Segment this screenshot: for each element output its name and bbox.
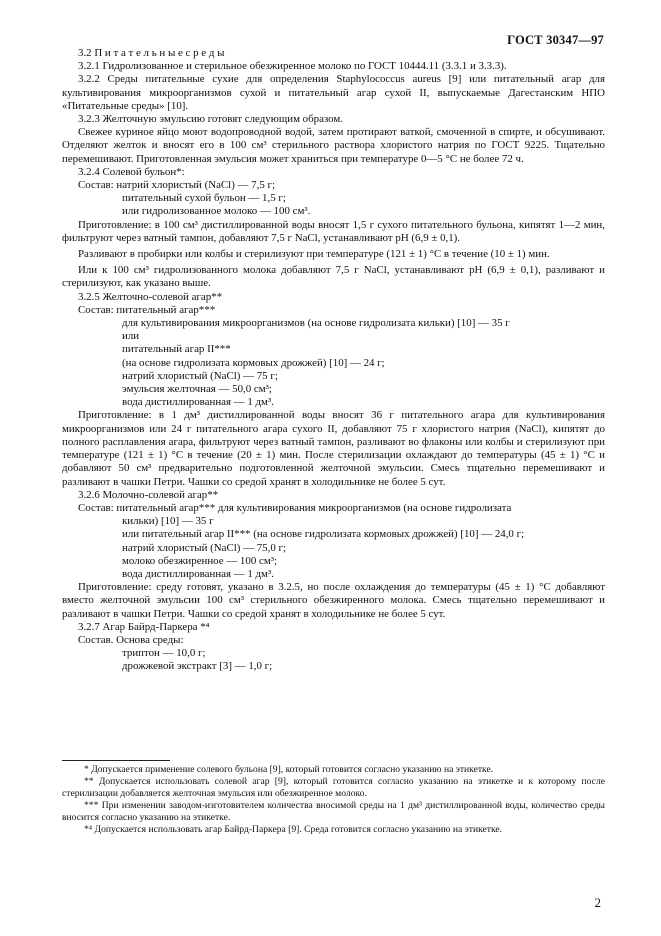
text-line: натрий хлористый (NaCl) — 75 г;: [122, 369, 278, 382]
page-number: 2: [594, 895, 601, 910]
text-line: 3.2.6 Молочно-солевой агар**: [78, 488, 219, 501]
text-line: натрий хлористый (NaCl) — 75,0 г;: [122, 541, 287, 554]
text-line: молоко обезжиренное — 100 см³;: [122, 554, 278, 567]
footnote: ** Допускается использовать солевой агар [9], который готовится согласно указанию на этикетке и к которому после стерилизации добавляется желточная эмульсия или обезжиренное молоко.: [62, 775, 605, 799]
text-line: питательный сухой бульон — 1,5 г;: [122, 192, 286, 205]
text-line: Состав: питательный агар*** для культивирования микроорганизмов (на основе гидролизата: [78, 501, 512, 514]
text-line: Состав. Основа среды:: [78, 633, 184, 646]
footnotes: [62, 764, 605, 835]
text-line: или гидролизованное молоко — 100 см³.: [122, 205, 311, 218]
text-line: триптон — 10,0 г;: [122, 647, 206, 660]
text-line: Состав: питательный агар***: [78, 303, 216, 316]
footnote: *⁴ Допускается использовать агар Байрд-Паркера [9]. Среда готовится согласно указанию на этикетке.: [84, 823, 503, 835]
document-body: [62, 47, 605, 674]
footnote: * Допускается применение солевого бульона [9], который готовится согласно указанию на этикетке.: [84, 764, 494, 775]
text-line: Или к 100 см³ гидролизованного молока добавляют 7,5 г NaCl, устанавливают рН (6,9 ± 0,1), разливают и стерилизуют, как указано выше.: [62, 264, 605, 290]
footnote: *** При изменении заводом-изготовителем количества вносимой среды на 1 дм³ дистиллированной воды, количество среды вносится согласно указанию на этикетке.: [62, 799, 605, 823]
text-line: питательный агар II***: [122, 343, 231, 356]
text-line: вода дистиллированная — 1 дм³.: [122, 396, 274, 409]
text-line: или: [122, 330, 140, 343]
text-line: 3.2.7 Агар Байрд-Паркера *⁴: [78, 620, 210, 633]
text-line: 3.2.5 Желточно-солевой агар**: [78, 290, 223, 303]
text-line: Разливают в пробирки или колбы и стерилизуют при температуре (121 ± 1) °С в течение (10 ± 1) мин.: [78, 248, 550, 261]
text-line: эмульсия желточная — 50,0 см³;: [122, 383, 272, 396]
text-line: кильки) [10] — 35 г: [122, 515, 214, 528]
text-line: 3.2.1 Гидролизованное и стерильное обезжиренное молоко по ГОСТ 10444.11 (3.3.1 и 3.3.3).: [78, 60, 507, 73]
text-line: (на основе гидролизата кормовых дрожжей) [10] — 24 г;: [122, 356, 385, 369]
text-line: 3.2 П и т а т е л ь н ы е с р е д ы: [78, 47, 225, 59]
text-line: Приготовление: среду готовят, указано в 3.2.5, но после охлаждения до температуры (45 ± 1) °С добавляют вместо желточной эмульсии 100 см³ стерильного обезжиренного молока. Смесь тщательно перемешивают и разливают в чашки Петри. Чашки со средой хранят в холодильнике не более 5 сут.: [62, 581, 605, 620]
text-line: 3.2.3 Желточную эмульсию готовят следующим образом.: [78, 113, 344, 126]
text-line: Приготовление: в 1 дм³ дистиллированной воды вносят 36 г питательного агара для культивирования микроорганизмов или 24 г питательного агара сухого II, добавляют 75 г хлористого натрия (NaCl), кипятят до полного расплавления агара, фильтруют через ватный тампон, разливают во флаконы или колбы и стерилизуют при температуре (121 ± 1) °С в течение (20 ± 1) мин. После стерилизации охлаждают до температуры (45 ± 1) °С и добавляют 50 см³ предварительно подготовленной желточной эмульсии. Смесь тщательно перемешивают и разливают в чашки Петри. Чашки со средой хранят в холодильнике не более 5 сут.: [62, 409, 605, 488]
text-line: или питательный агар II*** (на основе гидролизата кормовых дрожжей) [10] — 24,0 г;: [122, 528, 525, 541]
text-line: для культивирования микроорганизмов (на основе гидролизата кильки) [10] — 35 г: [122, 317, 510, 330]
footnote-divider: [62, 760, 170, 761]
text-line: 3.2.4 Солевой бульон*:: [78, 165, 185, 178]
text-line: Свежее куриное яйцо моют водопроводной водой, затем протирают ваткой, смоченной в спирте, и обсушивают. Отделяют желток и вносят его в 100 см³ стерильного раствора хлористого натрия по ГОСТ 9225. Тщательно перемешивают. Приготовленная эмульсия может храниться при температуре 0—5 °С не более 72 ч.: [62, 126, 605, 165]
text-line: Состав: натрий хлористый (NaCl) — 7,5 г;: [78, 179, 275, 192]
text-line: вода дистиллированная — 1 дм³.: [122, 567, 274, 580]
text-line: 3.2.2 Среды питательные сухие для определения Staphylococcus aureus [9] или питательный агар для культивирования микроорганизмов сухой и питательный агар сухой II, выпускаемые Дагестанским НПО «Питательные среды» [10].: [62, 73, 605, 112]
document-header: ГОСТ 30347—97: [507, 33, 604, 47]
text-line: дрожжевой экстракт [3] — 1,0 г;: [122, 660, 273, 673]
text-line: Приготовление: в 100 см³ дистиллированной воды вносят 1,5 г сухого питательного бульона, кипятят 1—2 мин, фильтруют через ватный тампон, добавляют 7,5 г NaCl, устанавливают рН (6,9 ± 0,1).: [62, 218, 605, 244]
